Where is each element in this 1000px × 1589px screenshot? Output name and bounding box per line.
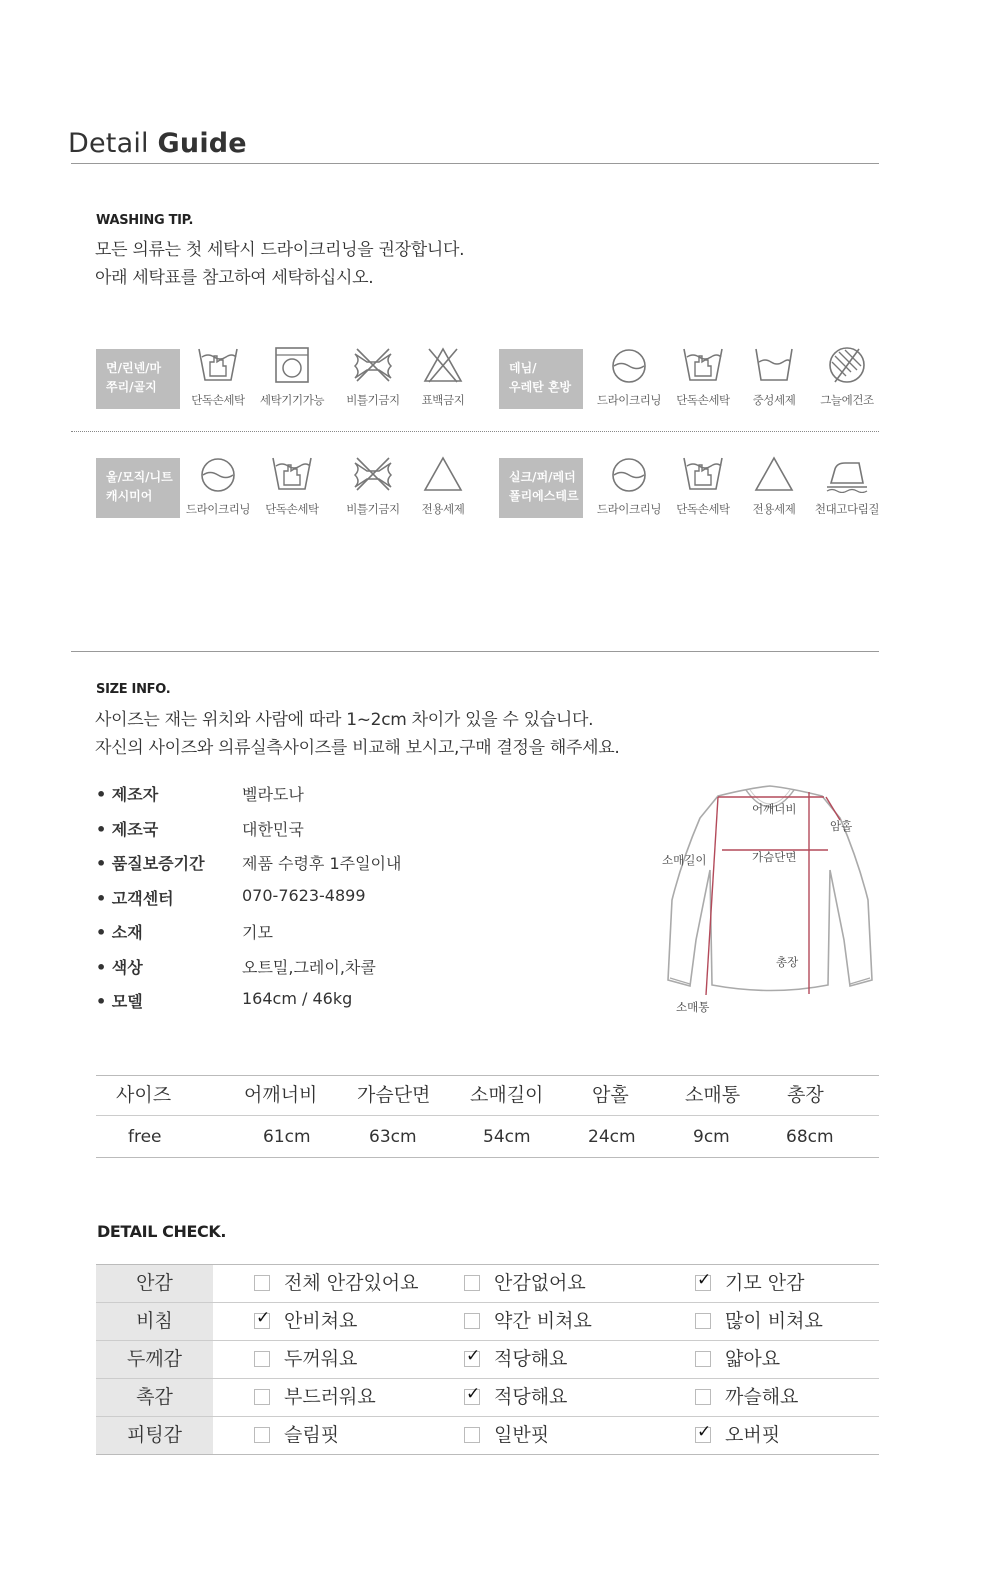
size-cell: 63cm <box>369 1127 417 1147</box>
care-label: 그늘에건조 <box>820 393 874 407</box>
detail-row-lining <box>96 1264 879 1303</box>
special-detergent-icon <box>421 455 465 493</box>
care-label: 비틀기금지 <box>346 502 400 516</box>
care-label: 단독손세탁 <box>676 393 730 407</box>
option-label: 두꺼워요 <box>284 1348 358 1370</box>
info-key: • 제조국 <box>96 820 159 839</box>
detail-check-table <box>96 1264 879 1455</box>
neutral-detergent-icon <box>752 346 796 384</box>
care-item <box>589 455 669 517</box>
special-detergent-icon <box>752 455 796 493</box>
category-line: 면/린넨/마 <box>106 361 162 375</box>
no-bleach-icon <box>421 346 465 384</box>
checkbox[interactable] <box>254 1351 270 1367</box>
option-label: 일반핏 <box>494 1424 550 1446</box>
category-line: 캐시미어 <box>106 489 153 503</box>
dry-clean-icon <box>607 455 651 493</box>
option-label: 부드러워요 <box>284 1386 376 1408</box>
option-label: 기모 안감 <box>725 1272 805 1294</box>
size-header-cell: 암홀 <box>592 1084 629 1106</box>
washing-tip-line1: 모든 의류는 첫 세탁시 드라이크리닝을 권장합니다. <box>95 240 465 260</box>
no-wring-icon <box>351 346 395 384</box>
hand-wash-icon <box>270 455 314 493</box>
detail-row-label: 비침 <box>96 1303 213 1340</box>
care-item <box>178 455 258 517</box>
care-item <box>333 455 413 517</box>
care-item <box>589 346 669 408</box>
hand-wash-icon <box>196 346 240 384</box>
info-key: • 소재 <box>96 923 143 942</box>
option-label: 안감없어요 <box>494 1272 586 1294</box>
diagram-label-length: 총장 <box>776 955 799 969</box>
size-cell: 54cm <box>483 1127 531 1147</box>
option-label: 안비쳐요 <box>284 1310 358 1332</box>
detail-row-label: 피팅감 <box>96 1417 213 1454</box>
info-value: 164cm / 46kg <box>242 989 353 1008</box>
option-label: 오버핏 <box>725 1424 781 1446</box>
care-label: 단독손세탁 <box>265 502 319 516</box>
checkbox[interactable] <box>254 1313 270 1329</box>
size-info-line1: 사이즈는 재는 위치와 사람에 따라 1~2cm 차이가 있을 수 있습니다. <box>95 710 594 730</box>
info-key: • 색상 <box>96 958 143 977</box>
care-category-silk <box>499 458 583 518</box>
diagram-label-sleeve-length: 소매길이 <box>662 853 707 867</box>
diagram-label-shoulder: 어깨너비 <box>752 802 797 816</box>
size-cell: 61cm <box>263 1127 311 1147</box>
category-line: 실크/퍼/레더 <box>509 470 576 484</box>
care-label: 전용세제 <box>752 502 796 516</box>
detail-row-fit <box>96 1417 879 1455</box>
care-label: 표백금지 <box>421 393 465 407</box>
info-key: • 품질보증기간 <box>96 854 205 873</box>
size-header-cell: 가슴단면 <box>357 1084 431 1106</box>
checkbox[interactable] <box>695 1427 711 1443</box>
info-value: 070-7623-4899 <box>242 886 366 905</box>
care-label: 세탁기기가능 <box>259 393 325 407</box>
info-value: 대한민국 <box>242 820 304 839</box>
option-label: 적당해요 <box>494 1386 568 1408</box>
no-wring-icon <box>351 455 395 493</box>
size-table-row <box>96 1116 879 1158</box>
care-item <box>734 346 814 408</box>
dry-clean-icon <box>196 455 240 493</box>
hand-wash-icon <box>681 455 725 493</box>
care-item <box>807 346 887 408</box>
care-category-denim <box>499 349 583 409</box>
info-value: 기모 <box>242 923 273 942</box>
care-category-wool <box>96 458 180 518</box>
checkbox[interactable] <box>464 1313 480 1329</box>
care-label: 비틀기금지 <box>346 393 400 407</box>
diagram-label-armhole: 암홀 <box>830 819 853 833</box>
care-item <box>663 455 743 517</box>
checkbox[interactable] <box>254 1275 270 1291</box>
care-item <box>403 346 483 408</box>
care-label: 드라이크리닝 <box>596 393 662 407</box>
care-item <box>252 455 332 517</box>
care-label: 중성세제 <box>752 393 796 407</box>
detail-row-label: 촉감 <box>96 1379 213 1416</box>
detail-row-label: 두께감 <box>96 1341 213 1378</box>
care-item <box>178 346 258 408</box>
category-line: 쭈리/골지 <box>106 380 157 394</box>
option-label: 전체 안감있어요 <box>284 1272 419 1294</box>
checkbox[interactable] <box>254 1389 270 1405</box>
dry-clean-icon <box>607 346 651 384</box>
category-line: 울/모직/니트 <box>106 470 173 484</box>
option-label: 까슬해요 <box>725 1386 799 1408</box>
washing-machine-icon <box>270 346 314 384</box>
size-cell: 68cm <box>786 1127 834 1147</box>
shade-dry-icon <box>825 346 869 384</box>
size-header-cell: 총장 <box>787 1084 824 1106</box>
size-header-cell: 소매통 <box>685 1084 741 1106</box>
washing-tip-text <box>95 236 464 292</box>
size-info-line2: 자신의 사이즈와 의류실측사이즈를 비교해 보시고,구매 결정을 해주세요. <box>95 738 620 758</box>
hand-wash-icon <box>681 346 725 384</box>
info-key: • 모델 <box>96 992 143 1011</box>
care-category-cotton <box>96 349 180 409</box>
care-label: 천대고다림질 <box>814 502 880 516</box>
info-value: 제품 수령후 1주일이내 <box>242 854 402 873</box>
detail-row-texture <box>96 1379 879 1417</box>
washing-tip-line2: 아래 세탁표를 참고하여 세탁하십시오. <box>95 268 374 288</box>
size-cell: 9cm <box>693 1127 730 1147</box>
size-header-cell: 어깨너비 <box>244 1084 318 1106</box>
washing-tip-label: WASHING TIP. <box>96 213 194 228</box>
title-bold: Guide <box>157 128 247 159</box>
detail-row-thickness <box>96 1341 879 1379</box>
care-label: 단독손세탁 <box>191 393 245 407</box>
checkbox[interactable] <box>695 1389 711 1405</box>
size-cell: 24cm <box>588 1127 636 1147</box>
detail-row-label: 안감 <box>96 1265 213 1302</box>
care-item <box>734 455 814 517</box>
care-label: 단독손세탁 <box>676 502 730 516</box>
option-label: 적당해요 <box>494 1348 568 1370</box>
care-divider <box>71 431 879 432</box>
checkbox[interactable] <box>464 1351 480 1367</box>
detail-check-label: DETAIL CHECK. <box>97 1222 227 1241</box>
checkbox[interactable] <box>464 1389 480 1405</box>
size-table <box>96 1075 879 1158</box>
info-key: • 고객센터 <box>96 889 174 908</box>
size-info-text <box>95 706 620 762</box>
checkbox[interactable] <box>695 1313 711 1329</box>
care-label: 드라이크리닝 <box>185 502 251 516</box>
checkbox[interactable] <box>464 1275 480 1291</box>
care-item <box>403 455 483 517</box>
option-label: 약간 비쳐요 <box>494 1310 592 1332</box>
size-header-cell: 소매길이 <box>470 1084 544 1106</box>
checkbox[interactable] <box>464 1427 480 1443</box>
category-line: 데님/ <box>509 361 537 375</box>
info-key: • 제조자 <box>96 785 159 804</box>
option-label: 얇아요 <box>725 1348 781 1370</box>
size-cell: free <box>128 1127 162 1147</box>
info-value: 벨라도나 <box>242 785 304 804</box>
title-light: Detail <box>68 128 149 159</box>
care-item <box>663 346 743 408</box>
care-label: 드라이크리닝 <box>596 502 662 516</box>
size-info-label: SIZE INFO. <box>96 682 171 697</box>
page-title <box>68 128 247 159</box>
checkbox[interactable] <box>695 1351 711 1367</box>
category-line: 우레탄 혼방 <box>509 380 572 394</box>
option-label: 많이 비쳐요 <box>725 1310 823 1332</box>
title-divider <box>71 163 879 164</box>
checkbox[interactable] <box>695 1275 711 1291</box>
checkbox[interactable] <box>254 1427 270 1443</box>
category-line: 폴리에스테르 <box>509 489 579 503</box>
size-header-cell: 사이즈 <box>116 1084 172 1106</box>
care-item <box>807 455 887 517</box>
size-table-header <box>96 1075 879 1116</box>
diagram-label-chest: 가슴단면 <box>752 850 797 864</box>
iron-cloth-icon <box>825 455 869 493</box>
care-item <box>252 346 332 408</box>
option-label: 슬림핏 <box>284 1424 340 1446</box>
detail-row-transparency <box>96 1303 879 1341</box>
size-divider <box>71 651 879 652</box>
care-item <box>333 346 413 408</box>
diagram-label-sleeve-width: 소매통 <box>676 1000 710 1014</box>
care-label: 전용세제 <box>421 502 465 516</box>
info-value: 오트밀,그레이,차콜 <box>242 958 376 977</box>
